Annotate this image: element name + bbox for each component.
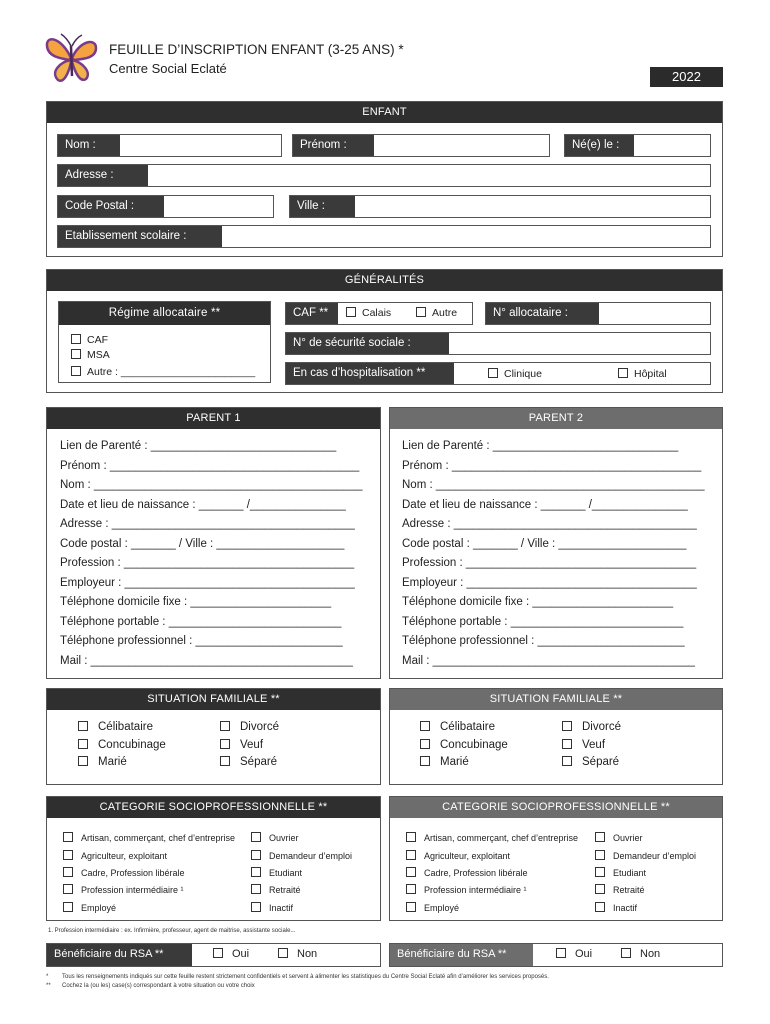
- option-label: Veuf: [240, 739, 264, 751]
- checkbox-icon: [251, 850, 261, 860]
- option-label: Etudiant: [269, 868, 303, 878]
- parent2-line[interactable]: Date et lieu de naissance : _______ /_______________: [402, 498, 688, 511]
- secu-field[interactable]: [285, 332, 711, 355]
- parent1-line[interactable]: Adresse : ______________________________________: [60, 518, 355, 530]
- checkbox-icon: [416, 307, 426, 317]
- rsa1-label: Bénéficiaire du RSA **: [47, 944, 192, 966]
- checkbox-icon: [595, 867, 605, 877]
- checkbox-icon: [406, 884, 416, 894]
- footnote-profession: 1. Profession intermédiaire : ex. Infirmière, professeur, agent de maitrise, assistante sociale...: [48, 928, 296, 934]
- csp2-artisan[interactable]: [406, 832, 578, 843]
- option-label: Non: [297, 948, 318, 960]
- situation1-concubinage[interactable]: [78, 739, 166, 751]
- secu-label: N° de sécurité sociale :: [286, 333, 449, 354]
- option-label: Inactif: [613, 903, 638, 913]
- csp1-inactif[interactable]: [251, 902, 293, 913]
- etablissement-label: Etablissement scolaire :: [58, 226, 222, 247]
- footnote-cochez: Cochez la (ou les) case(s) correspondant à votre situation ou votre choix: [62, 983, 255, 989]
- option-label: Cadre, Profession libérale: [424, 868, 528, 878]
- checkbox-icon: [251, 867, 261, 877]
- regime-option-label: Autre : _______________________: [87, 366, 256, 378]
- option-label: Employé: [81, 903, 117, 913]
- csp1-retraite[interactable]: [251, 884, 301, 895]
- checkbox-icon: [78, 756, 88, 766]
- option-label: Concubinage: [98, 739, 166, 751]
- checkbox-icon: [406, 902, 416, 912]
- csp2-intermediaire[interactable]: [406, 884, 527, 895]
- situation1-separe[interactable]: [220, 756, 277, 768]
- caf-autre-option[interactable]: [416, 307, 457, 319]
- checkbox-icon: [595, 902, 605, 912]
- etablissement-field[interactable]: [57, 225, 711, 248]
- csp2-demandeur[interactable]: [595, 850, 696, 861]
- option-label: Profession intermédiaire ¹: [81, 885, 184, 895]
- csp2-title: CATEGORIE SOCIOPROFESSIONNELLE **: [390, 797, 722, 818]
- allocataire-field[interactable]: [485, 302, 711, 325]
- caf-autre-label: Autre: [432, 307, 458, 319]
- option-label: Divorcé: [240, 721, 279, 733]
- regime-title: Régime allocataire **: [59, 302, 270, 325]
- regime-option-autre[interactable]: [71, 366, 255, 378]
- parent1-line[interactable]: Mail : _________________________________________: [60, 654, 353, 667]
- checkbox-icon: [621, 948, 631, 958]
- situation1-marie[interactable]: [78, 756, 127, 768]
- checkbox-icon: [213, 948, 223, 958]
- checkbox-icon: [278, 948, 288, 958]
- option-label: Séparé: [240, 756, 278, 768]
- option-label: Etudiant: [613, 868, 647, 878]
- parent1-line[interactable]: Nom : __________________________________________: [60, 479, 363, 491]
- csp1-etudiant[interactable]: [251, 867, 302, 878]
- parent1-line[interactable]: Employeur : ____________________________________: [60, 576, 355, 589]
- code-postal-field[interactable]: [57, 195, 274, 218]
- csp1-ouvrier[interactable]: [251, 832, 299, 843]
- option-label: Concubinage: [440, 739, 508, 751]
- clinique-label: Clinique: [504, 368, 542, 380]
- situation2-veuf[interactable]: [562, 739, 605, 751]
- checkbox-icon: [63, 832, 73, 842]
- rsa2-label: Bénéficiaire du RSA **: [390, 944, 533, 966]
- option-label: Divorcé: [582, 721, 621, 733]
- csp1-cadre[interactable]: [63, 867, 185, 878]
- checkbox-icon: [595, 832, 605, 842]
- footnote-star2-mark: **: [46, 983, 51, 989]
- situation2-title: SITUATION FAMILIALE **: [390, 689, 722, 710]
- checkbox-icon: [420, 756, 430, 766]
- caf-calais-option[interactable]: [346, 307, 391, 319]
- checkbox-icon: [406, 867, 416, 877]
- checkbox-icon: [420, 739, 430, 749]
- nom-label: Nom :: [58, 135, 120, 156]
- adresse-label: Adresse :: [58, 165, 148, 186]
- parent1-line[interactable]: Téléphone professionnel : _______________________: [60, 635, 343, 647]
- checkbox-icon: [63, 902, 73, 912]
- nom-field[interactable]: [57, 134, 282, 157]
- regime-option-msa[interactable]: [71, 349, 110, 361]
- option-label: Célibataire: [98, 721, 153, 733]
- checkbox-icon: [595, 884, 605, 894]
- butterfly-icon: [42, 32, 100, 84]
- parent1-line[interactable]: Date et lieu de naissance : _______ /_______________: [60, 498, 346, 511]
- checkbox-icon: [406, 850, 416, 860]
- rsa1-non[interactable]: [278, 948, 317, 960]
- option-label: Artisan, commerçant, chef d’entreprise: [81, 833, 236, 843]
- situation1-section: [46, 688, 381, 785]
- ville-field[interactable]: [289, 195, 711, 218]
- option-label: Cadre, Profession libérale: [81, 868, 185, 878]
- csp2-cadre[interactable]: [406, 867, 528, 878]
- parent2-line[interactable]: Profession : ____________________________________: [402, 557, 697, 569]
- parent2-line[interactable]: Téléphone professionnel : _______________________: [402, 635, 685, 647]
- regime-option-label: MSA: [87, 349, 110, 361]
- checkbox-icon: [220, 739, 230, 749]
- checkbox-icon: [71, 334, 81, 344]
- option-label: Demandeur d’emploi: [613, 851, 697, 861]
- caf-label: CAF **: [286, 303, 338, 324]
- csp2-retraite[interactable]: [595, 884, 645, 895]
- situation2-marie[interactable]: [420, 756, 469, 768]
- form-subtitle: Centre Social Eclaté: [109, 61, 227, 76]
- csp2-etudiant[interactable]: [595, 867, 646, 878]
- situation2-celibataire[interactable]: [420, 721, 495, 733]
- option-label: Séparé: [582, 756, 620, 768]
- option-label: Célibataire: [440, 721, 495, 733]
- parent1-line[interactable]: Profession : ____________________________________: [60, 557, 355, 569]
- csp2-ouvrier[interactable]: [595, 832, 643, 843]
- clinique-option[interactable]: [488, 368, 542, 380]
- checkbox-icon: [488, 368, 498, 378]
- parent2-line[interactable]: Nom : __________________________________________: [402, 479, 705, 491]
- parent1-line[interactable]: Code postal : _______ / Ville : ____________________: [60, 537, 345, 550]
- allocataire-label: N° allocataire :: [486, 303, 599, 324]
- csp1-agriculteur[interactable]: [63, 850, 167, 861]
- parent2-line[interactable]: Téléphone portable : ___________________________: [402, 615, 684, 628]
- checkbox-icon: [562, 721, 572, 731]
- checkbox-icon: [63, 850, 73, 860]
- option-label: Agriculteur, exploitant: [81, 851, 168, 861]
- option-label: Marié: [98, 756, 127, 768]
- csp1-title: CATEGORIE SOCIOPROFESSIONNELLE **: [47, 797, 380, 818]
- checkbox-icon: [251, 884, 261, 894]
- date-naissance-field[interactable]: [564, 134, 711, 157]
- option-label: Oui: [575, 948, 593, 960]
- situation2-separe[interactable]: [562, 756, 619, 768]
- checkbox-icon: [346, 307, 356, 317]
- enfant-section-title: ENFANT: [47, 102, 722, 123]
- parent1-title: PARENT 1: [47, 408, 380, 429]
- rsa2-non[interactable]: [621, 948, 660, 960]
- rsa2-oui[interactable]: [556, 948, 592, 960]
- year-badge: 2022: [650, 67, 723, 87]
- option-label: Marié: [440, 756, 469, 768]
- caf-calais-label: Calais: [362, 307, 392, 319]
- checkbox-icon: [420, 721, 430, 731]
- regime-option-caf[interactable]: [71, 334, 108, 346]
- checkbox-icon: [63, 884, 73, 894]
- checkbox-icon: [406, 832, 416, 842]
- code-postal-label: Code Postal :: [58, 196, 164, 217]
- parent2-line[interactable]: Mail : _________________________________________: [402, 654, 695, 667]
- csp2-employe[interactable]: [406, 902, 459, 913]
- csp1-demandeur[interactable]: [251, 850, 352, 861]
- option-label: Retraité: [269, 885, 301, 895]
- option-label: Retraité: [613, 885, 645, 895]
- parent2-line[interactable]: Employeur : ____________________________________: [402, 576, 697, 589]
- option-label: Non: [640, 948, 661, 960]
- option-label: Ouvrier: [269, 833, 299, 843]
- adresse-field[interactable]: [57, 164, 711, 187]
- parent2-title: PARENT 2: [390, 408, 722, 429]
- checkbox-icon: [251, 832, 261, 842]
- parent2-line[interactable]: Code postal : _______ / Ville : ____________________: [402, 537, 687, 550]
- checkbox-icon: [618, 368, 628, 378]
- checkbox-icon: [556, 948, 566, 958]
- checkbox-icon: [562, 739, 572, 749]
- hopital-label: Hôpital: [634, 368, 667, 380]
- option-label: Profession intermédiaire ¹: [424, 885, 527, 895]
- footnote-confidential: Tous les renseignements indiqués sur cette feuille restent strictement confidentiels et servent à alimenter les statistiques du Centre Social Eclaté afin d’améliorer les services proposés.: [62, 974, 549, 980]
- situation2-section: [389, 688, 723, 785]
- parent1-line[interactable]: Téléphone portable : ___________________________: [60, 615, 342, 628]
- checkbox-icon: [220, 721, 230, 731]
- option-label: Veuf: [582, 739, 606, 751]
- csp2-inactif[interactable]: [595, 902, 637, 913]
- checkbox-icon: [78, 721, 88, 731]
- checkbox-icon: [78, 739, 88, 749]
- situation2-divorce[interactable]: [562, 721, 621, 733]
- parent2-line[interactable]: Téléphone domicile fixe : ______________________: [402, 596, 674, 608]
- regime-option-label: CAF: [87, 334, 108, 346]
- prenom-label: Prénom :: [293, 135, 374, 156]
- option-label: Oui: [232, 948, 250, 960]
- checkbox-icon: [63, 867, 73, 877]
- generalites-section-title: GÉNÉRALITÉS: [47, 270, 722, 291]
- option-label: Ouvrier: [613, 833, 643, 843]
- parent2-line[interactable]: Lien de Parenté : _____________________________: [402, 440, 679, 452]
- parent1-line[interactable]: Téléphone domicile fixe : ______________________: [60, 596, 332, 608]
- checkbox-icon: [71, 349, 81, 359]
- parent1-line[interactable]: Lien de Parenté : _____________________________: [60, 440, 337, 452]
- date-naissance-label: Né(e) le :: [565, 135, 634, 156]
- footnote-star-mark: *: [46, 974, 49, 980]
- option-label: Inactif: [269, 903, 294, 913]
- hospitalisation-label: En cas d’hospitalisation **: [286, 363, 454, 384]
- situation1-title: SITUATION FAMILIALE **: [47, 689, 380, 710]
- rsa1-oui[interactable]: [213, 948, 249, 960]
- option-label: Employé: [424, 903, 460, 913]
- parent2-line[interactable]: Prénom : _______________________________________: [402, 459, 702, 472]
- csp1-intermediaire[interactable]: [63, 884, 184, 895]
- checkbox-icon: [71, 366, 81, 376]
- option-label: Agriculteur, exploitant: [424, 851, 511, 861]
- checkbox-icon: [220, 756, 230, 766]
- checkbox-icon: [562, 756, 572, 766]
- option-label: Artisan, commerçant, chef d’entreprise: [424, 833, 579, 843]
- parent1-line[interactable]: Prénom : _______________________________________: [60, 459, 360, 472]
- checkbox-icon: [595, 850, 605, 860]
- ville-label: Ville :: [290, 196, 355, 217]
- parent2-line[interactable]: Adresse : ______________________________________: [402, 518, 697, 530]
- situation1-divorce[interactable]: [220, 721, 279, 733]
- situation1-veuf[interactable]: [220, 739, 263, 751]
- csp1-artisan[interactable]: [63, 832, 235, 843]
- situation2-concubinage[interactable]: [420, 739, 508, 751]
- hopital-option[interactable]: [618, 368, 667, 380]
- prenom-field[interactable]: [292, 134, 550, 157]
- checkbox-icon: [251, 902, 261, 912]
- option-label: Demandeur d’emploi: [269, 851, 353, 861]
- parent1-fields: [60, 440, 370, 674]
- form-title: FEUILLE D’INSCRIPTION ENFANT (3-25 ANS) *: [109, 42, 404, 57]
- situation1-celibataire[interactable]: [78, 721, 153, 733]
- csp2-agriculteur[interactable]: [406, 850, 510, 861]
- csp1-employe[interactable]: [63, 902, 116, 913]
- parent2-fields: [402, 440, 712, 674]
